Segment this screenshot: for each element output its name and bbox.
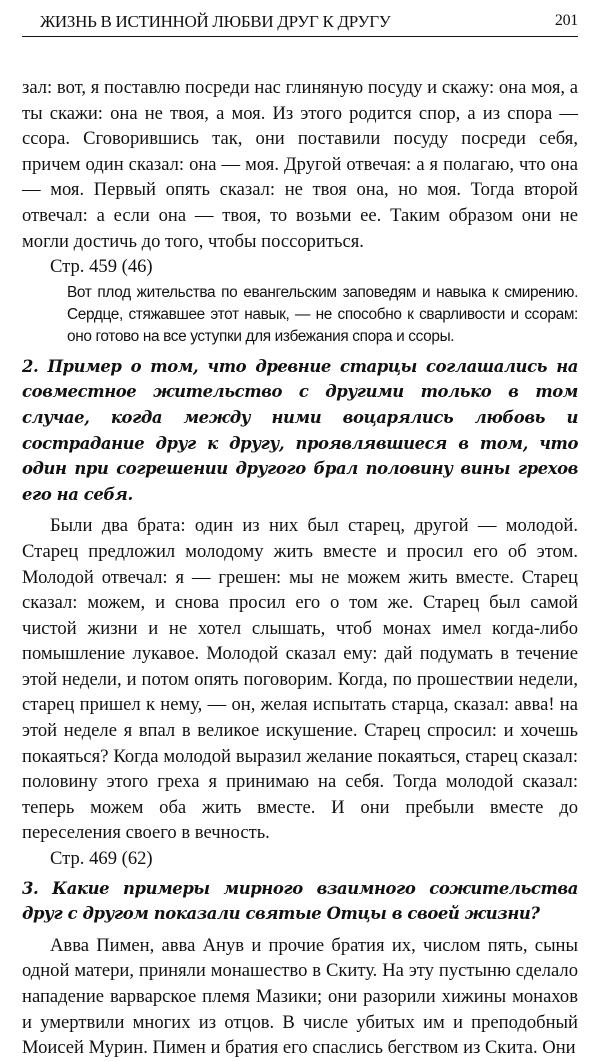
source-reference: Стр. 469 (62) [50, 848, 153, 870]
source-reference: Стр. 459 (46) [50, 256, 153, 278]
paragraph: Были два брата: один из них был старец, другой — молодой. Старец предложил молодому жить вместе и просил его об этом. Молодой отвечал: я — грешен: мы не можем жить вместе. Старец сказал: можем, и снова просил его о том же. Старец был самой чистой жизни и не хотел слышать, чтоб монах имел когда-либо помышление лукавое. Молодой сказал ему: дай подумать в течение этой недели, и потом опять поговорим. Когда, по прошествии недели, старец пришел к нему, — он, желая испытать старца, сказал: авва! на этой неделе я впал в великое искушение. Старец спросил: и хочешь покаяться? Когда молодой выразил желание покаяться, старец сказал: половину этого греха я принимаю на себя. Тогда молодой сказал: теперь можем оба жить вместе. И они пребыли вместе до переселения своего в вечность. [22, 515, 578, 844]
section-heading-3: 3. Какие примеры мирного взаимного сожительства друг с другом показали святые Отцы в своей жизни? [22, 878, 578, 924]
commentary-note: Вот плод жительства по евангельским заповедям и навыка к смирению. Сердце, стяжавшее этот навык, — не способно к сварливости и ссорам: оно готово на все уступки для избежания спора и ссоры. [67, 283, 578, 345]
paragraph: Авва Пимен, авва Анув и прочие братия их, числом пять, сыны одной матери, приняли монашество в Скиту. На эту пустыню сделало нападение варварское племя Мазики; они разорили хижины монахов и умертвили многих из отцов. В числе убитых им и преподобный Моисей Мурин. Пимен и братия его спаслись бегством из Скита. Они [22, 934, 578, 1059]
section-heading-2: 2. Пример о том, что древние старцы соглашались на совместное жительство с другими только в том случае, когда между ними воцарялись любовь и сострадание друг к другу, проявлявшиеся в том, что один при согрешении другого брал половину вины грехов его на себя. [22, 356, 578, 504]
chapter-title: ЖИЗНЬ В ИСТИННОЙ ЛЮБВИ ДРУГ К ДРУГУ [40, 12, 391, 31]
paragraph-continued: зал: вот, я поставлю посреди нас глиняную посуду и скажу: она моя, а ты скажи: она не твоя, а моя. Из этого родится спор, а из спора — ссора. Сговорившись так, они поставили посуду посреди себя, причем один сказал: она — моя. Другой отвечая: а я полагаю, что она — моя. Первый опять сказал: не твоя она, но моя. Тогда второй отвечал: а если она — твоя, то возьми ее. Таким образом они не могли достичь до того, чтобы поссориться. [22, 77, 578, 252]
running-head [22, 0, 578, 37]
book-page [22, 0, 578, 1061]
page-body [22, 75, 578, 1061]
page-number: 201 [554, 12, 578, 29]
